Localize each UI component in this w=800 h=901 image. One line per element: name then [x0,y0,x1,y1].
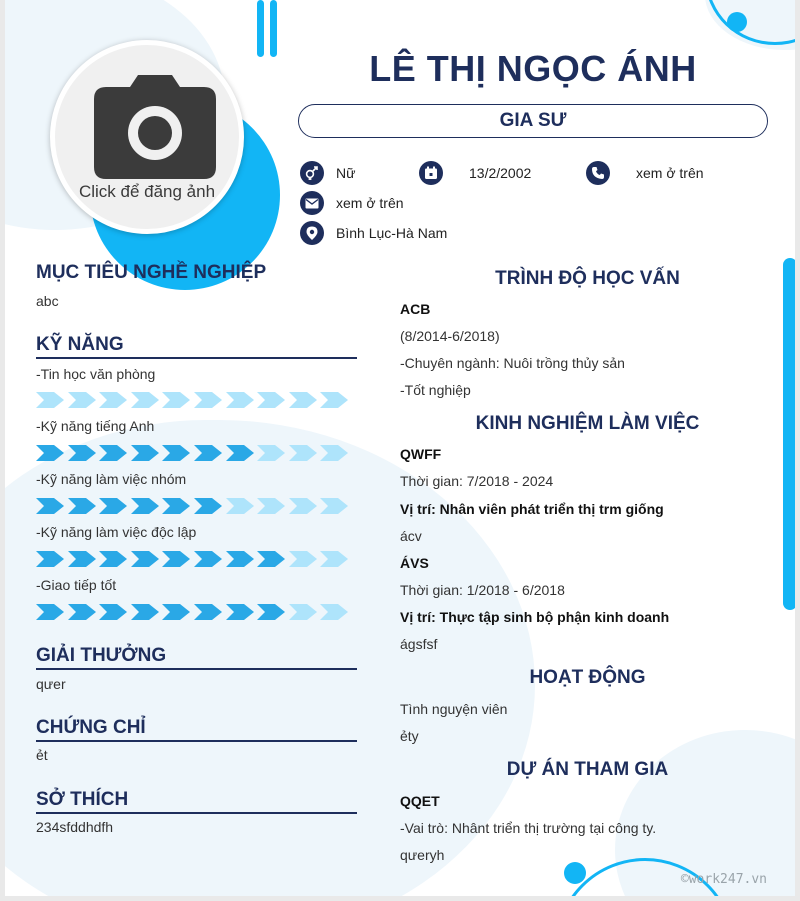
skill-arrow-empty [36,392,64,408]
avatar-area [50,40,240,240]
section-divider [36,812,357,814]
accent-bar [783,258,795,610]
skill-arrow-empty [289,498,317,514]
skill-arrow-filled [194,551,222,567]
skill-arrow-filled [257,604,285,620]
skill-arrow-empty [320,551,348,567]
skill-arrow-filled [131,551,159,567]
phone-value: xem ở trên [636,165,704,181]
skill-arrow-filled [99,498,127,514]
skill-label: -Kỹ năng làm việc nhóm [36,471,187,487]
activity-item: Tình nguyện viên [400,701,508,717]
skill-label: -Kỹ năng tiếng Anh [36,418,155,434]
skill-arrow-filled [99,445,127,461]
education-status: -Tốt nghiệp [400,382,471,398]
skill-arrow-empty [194,392,222,408]
candidate-name: LÊ THỊ NGỌC ÁNH [369,48,697,89]
projects-title: DỰ ÁN THAM GIA [506,759,669,780]
skill-rating [36,604,348,620]
awards-title: GIẢI THƯỞNG [36,645,167,666]
skill-arrow-filled [99,551,127,567]
decor-dot [564,862,586,884]
skills-title: KỸ NĂNG [36,334,124,355]
skill-arrow-empty [289,445,317,461]
gender-info [300,161,355,185]
skill-label: -Tin học văn phòng [36,366,156,382]
skill-arrow-empty [226,498,254,514]
accent-bar [257,0,264,57]
activities-title: HOẠT ĐỘNG [529,667,646,688]
skill-arrow-empty [257,498,285,514]
skill-arrow-filled [162,498,190,514]
skill-arrow-filled [68,445,96,461]
section-divider [36,357,357,359]
skill-arrow-filled [257,551,285,567]
job-description: ácv [400,528,422,544]
skill-arrow-empty [131,392,159,408]
skill-arrow-filled [68,604,96,620]
project-name: QQET [400,793,440,809]
accent-bar [270,0,277,57]
skill-arrow-filled [226,604,254,620]
skill-label: -Giao tiếp tốt [36,577,117,593]
activity-item: ẻty [400,728,419,744]
skill-arrow-filled [131,445,159,461]
skill-arrow-filled [99,604,127,620]
email-icon [300,191,324,215]
skill-arrow-filled [36,604,64,620]
skill-arrow-empty [257,445,285,461]
certificates-title: CHỨNG CHỈ [36,717,146,738]
skill-rating [36,551,348,567]
section-divider [36,668,357,670]
hobbies-title: SỞ THÍCH [36,789,129,810]
job-time: Thời gian: 7/2018 - 2024 [400,473,554,489]
location-pin-icon [300,221,324,245]
skill-arrow-filled [162,551,190,567]
skill-arrow-empty [320,392,348,408]
gender-icon [300,161,324,185]
address-value: Bình Lục-Hà Nam [336,225,448,241]
skill-arrow-filled [194,604,222,620]
skill-arrow-filled [162,604,190,620]
camera-icon [92,73,218,181]
skill-rating [36,498,348,514]
job-time: Thời gian: 1/2018 - 6/2018 [400,582,565,598]
calendar-icon [419,161,443,185]
skill-arrow-empty [289,392,317,408]
skill-arrow-empty [320,445,348,461]
skill-arrow-empty [289,551,317,567]
skill-rating [36,445,348,461]
objective-title: MỤC TIÊU NGHỀ NGHIỆP [36,262,267,283]
skill-arrow-filled [131,604,159,620]
phone-info [586,161,704,185]
certificates-content: ẻt [36,747,48,763]
email-value: xem ở trên [336,195,404,211]
project-description: qưeryh [400,847,445,863]
email-info [300,191,404,215]
skill-arrow-filled [194,445,222,461]
avatar-label: Click để đăng ảnh [78,182,216,201]
education-title: TRÌNH ĐỘ HỌC VẤN [495,268,680,289]
job-company: ÁVS [400,555,429,571]
gender-value: Nữ [336,165,356,181]
job-title: GIA SƯ [298,104,768,138]
skill-arrow-empty [162,392,190,408]
skill-arrow-filled [131,498,159,514]
skill-arrow-filled [162,445,190,461]
skill-arrow-filled [226,445,254,461]
skill-arrow-filled [68,498,96,514]
avatar-upload[interactable] [50,40,244,234]
cv-page [5,0,795,896]
skill-arrow-filled [36,551,64,567]
section-divider [36,740,357,742]
hobbies-content: 234sfddhdfh [36,819,114,835]
job-company: QWFF [400,446,442,462]
objective-content: abc [36,293,59,309]
phone-icon [586,161,610,185]
education-period: (8/2014-6/2018) [400,328,500,344]
skill-arrow-filled [68,551,96,567]
skill-arrow-empty [320,604,348,620]
skill-arrow-empty [320,498,348,514]
job-position: Vị trí: Thực tập sinh bộ phận kinh doanh [400,609,670,625]
skill-arrow-empty [226,392,254,408]
skill-arrow-empty [99,392,127,408]
decor-dot [727,12,747,32]
skill-arrow-filled [36,498,64,514]
birthday-value: 13/2/2002 [469,165,532,181]
job-position: Vị trí: Nhân viên phát triển thị trm giống [400,501,664,517]
project-role: -Vai trò: Nhânt triển thị trường tại công ty. [400,820,657,836]
education-school: ACB [400,301,431,317]
watermark: ©work247.vn [680,872,767,887]
awards-content: qưer [36,676,66,692]
skill-arrow-empty [68,392,96,408]
skill-arrow-empty [289,604,317,620]
skill-arrow-filled [194,498,222,514]
address-info [300,221,447,245]
skill-rating [36,392,348,408]
education-major: -Chuyên ngành: Nuôi trồng thủy sản [400,355,625,371]
job-description: ágsfsf [400,636,438,652]
experience-title: KINH NGHIỆM LÀM VIỆC [475,413,700,434]
skill-arrow-filled [226,551,254,567]
skill-arrow-empty [257,392,285,408]
skill-label: -Kỹ năng làm việc độc lập [36,524,197,540]
birthday-info [419,161,531,185]
skill-arrow-filled [36,445,64,461]
